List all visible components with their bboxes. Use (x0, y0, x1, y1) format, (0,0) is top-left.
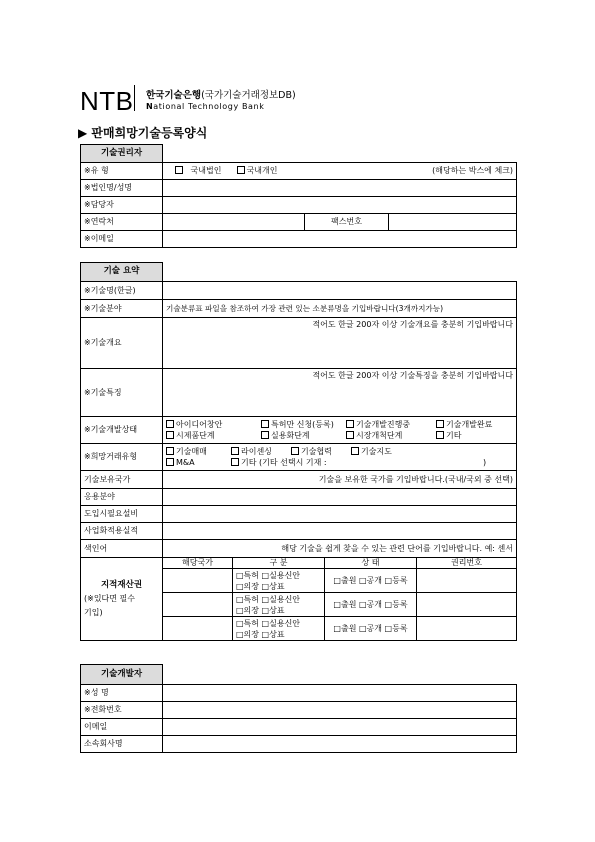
developer-company-field[interactable] (163, 736, 517, 753)
developer-section-title: 기술개발자 (81, 665, 163, 685)
overview-field[interactable]: 적어도 한글 200자 이상 기술개요를 충분히 기입바랍니다 (163, 318, 517, 369)
business-record-field[interactable] (163, 523, 517, 540)
form-title: ▶ 판매희망기술등록양식 (78, 126, 208, 140)
country-label: 기술보유국가 (81, 471, 163, 489)
stage-checkbox[interactable] (346, 431, 354, 439)
deal-checkbox[interactable] (166, 458, 174, 466)
deal-checkbox[interactable] (166, 447, 174, 455)
email-field[interactable] (163, 231, 517, 248)
stage-options: 아이디어창안 특허만 신청(등록) 기술개발진행중 기술개발완료 시제품단계 실용화단계 시장개척단계 기타 (163, 417, 517, 444)
deal-type-label: ※희망거래유형 (81, 444, 163, 471)
application-label: 응용분야 (81, 489, 163, 506)
stage-checkbox[interactable] (346, 420, 354, 428)
country-field[interactable]: 기술을 보유한 국가를 기입바랍니다.(국내/국외 중 선택) (163, 471, 517, 489)
developer-name-label: ※성 명 (81, 685, 163, 702)
ip-label: 지적재산권 (※있다면 필수 기입) (81, 558, 163, 641)
summary-section-title: 기술 요약 (81, 263, 163, 282)
tech-field-input[interactable]: 기술분류표 파일을 참조하여 가장 관련 있는 소분류명을 기입바랍니다(3개까지가능) (163, 300, 517, 318)
email-label: ※이메일 (81, 231, 163, 248)
org-name-english: National Technology Bank (146, 102, 265, 111)
developer-company-label: 소속회사명 (81, 736, 163, 753)
equipment-label: 도입시필요설비 (81, 506, 163, 523)
domestic-corp-checkbox[interactable] (175, 166, 183, 174)
feature-field[interactable]: 적어도 한글 200자 이상 기술특징을 충분히 기입바랍니다 (163, 369, 517, 417)
ntb-logo: NTB (80, 86, 134, 116)
feature-label: ※기술특징 (81, 369, 163, 417)
index-term-field[interactable]: 해당 기술을 쉽게 찾을 수 있는 관련 단어를 기입바랍니다. 예: 센서 (163, 540, 517, 558)
fax-label: 팩스번호 (305, 214, 389, 231)
stage-checkbox[interactable] (436, 420, 444, 428)
contact-field[interactable] (163, 214, 305, 231)
application-field[interactable] (163, 489, 517, 506)
developer-phone-label: ※전화번호 (81, 702, 163, 719)
ip-number-cell[interactable] (417, 569, 517, 593)
fax-field[interactable] (389, 214, 517, 231)
manager-field[interactable] (163, 197, 517, 214)
tech-field-label: ※기술분야 (81, 300, 163, 318)
tech-name-field[interactable] (163, 282, 517, 300)
ip-type-cell[interactable]: □특허 □실용신안 □의장 □상표 (233, 569, 325, 593)
ip-col-type: 구 분 (233, 558, 325, 569)
type-note: (해당하는 박스에 체크) (432, 166, 514, 176)
ip-status-cell[interactable]: □출원 □공개 □등록 (325, 569, 417, 593)
ip-col-status: 상 태 (325, 558, 417, 569)
ip-status-cell[interactable]: □출원 □공개 □등록 (325, 593, 417, 617)
developer-email-label: 이메일 (81, 719, 163, 736)
deal-checkbox[interactable] (291, 447, 299, 455)
logo-divider (134, 85, 135, 111)
developer-name-field[interactable] (163, 685, 517, 702)
ip-col-country: 해당국가 (163, 558, 233, 569)
stage-checkbox[interactable] (436, 431, 444, 439)
developer-phone-field[interactable] (163, 702, 517, 719)
manager-label: ※담당자 (81, 197, 163, 214)
type-label: ※유 형 (81, 163, 163, 180)
corp-name-label: ※법인명/성명 (81, 180, 163, 197)
overview-label: ※기술개요 (81, 318, 163, 369)
deal-type-options: 기술매매 라이센싱 기술협력 기술지도 M&A 기타 (기타 선택시 기재 : ) (163, 444, 517, 471)
equipment-field[interactable] (163, 506, 517, 523)
deal-checkbox[interactable] (231, 447, 239, 455)
developer-email-field[interactable] (163, 719, 517, 736)
ip-number-cell[interactable] (417, 593, 517, 617)
index-term-label: 색인어 (81, 540, 163, 558)
ip-type-cell[interactable]: □특허 □실용신안 □의장 □상표 (233, 617, 325, 641)
stage-checkbox[interactable] (166, 431, 174, 439)
stage-label: ※기술개발상태 (81, 417, 163, 444)
deal-checkbox[interactable] (231, 458, 239, 466)
owner-table (80, 144, 517, 248)
org-name: 한국기술은행(국가기술거래정보DB) (146, 90, 296, 101)
ip-status-cell[interactable]: □출원 □공개 □등록 (325, 617, 417, 641)
developer-table (80, 664, 517, 753)
contact-label: ※연락처 (81, 214, 163, 231)
tech-name-label: ※기술명(한글) (81, 282, 163, 300)
ip-country-cell[interactable] (163, 617, 233, 641)
corp-name-field[interactable] (163, 180, 517, 197)
stage-checkbox[interactable] (166, 420, 174, 428)
stage-checkbox[interactable] (261, 431, 269, 439)
ip-type-cell[interactable]: □특허 □실용신안 □의장 □상표 (233, 593, 325, 617)
owner-section-title: 기술권리자 (81, 145, 163, 163)
domestic-individual-checkbox[interactable] (237, 166, 245, 174)
type-field: 국내법인 국내개인 (해당하는 박스에 체크) (163, 163, 517, 180)
ip-country-cell[interactable] (163, 569, 233, 593)
stage-checkbox[interactable] (261, 420, 269, 428)
deal-checkbox[interactable] (351, 447, 359, 455)
summary-table (80, 262, 517, 641)
ip-number-cell[interactable] (417, 617, 517, 641)
ip-col-number: 권리번호 (417, 558, 517, 569)
business-record-label: 사업화적용실적 (81, 523, 163, 540)
ip-country-cell[interactable] (163, 593, 233, 617)
